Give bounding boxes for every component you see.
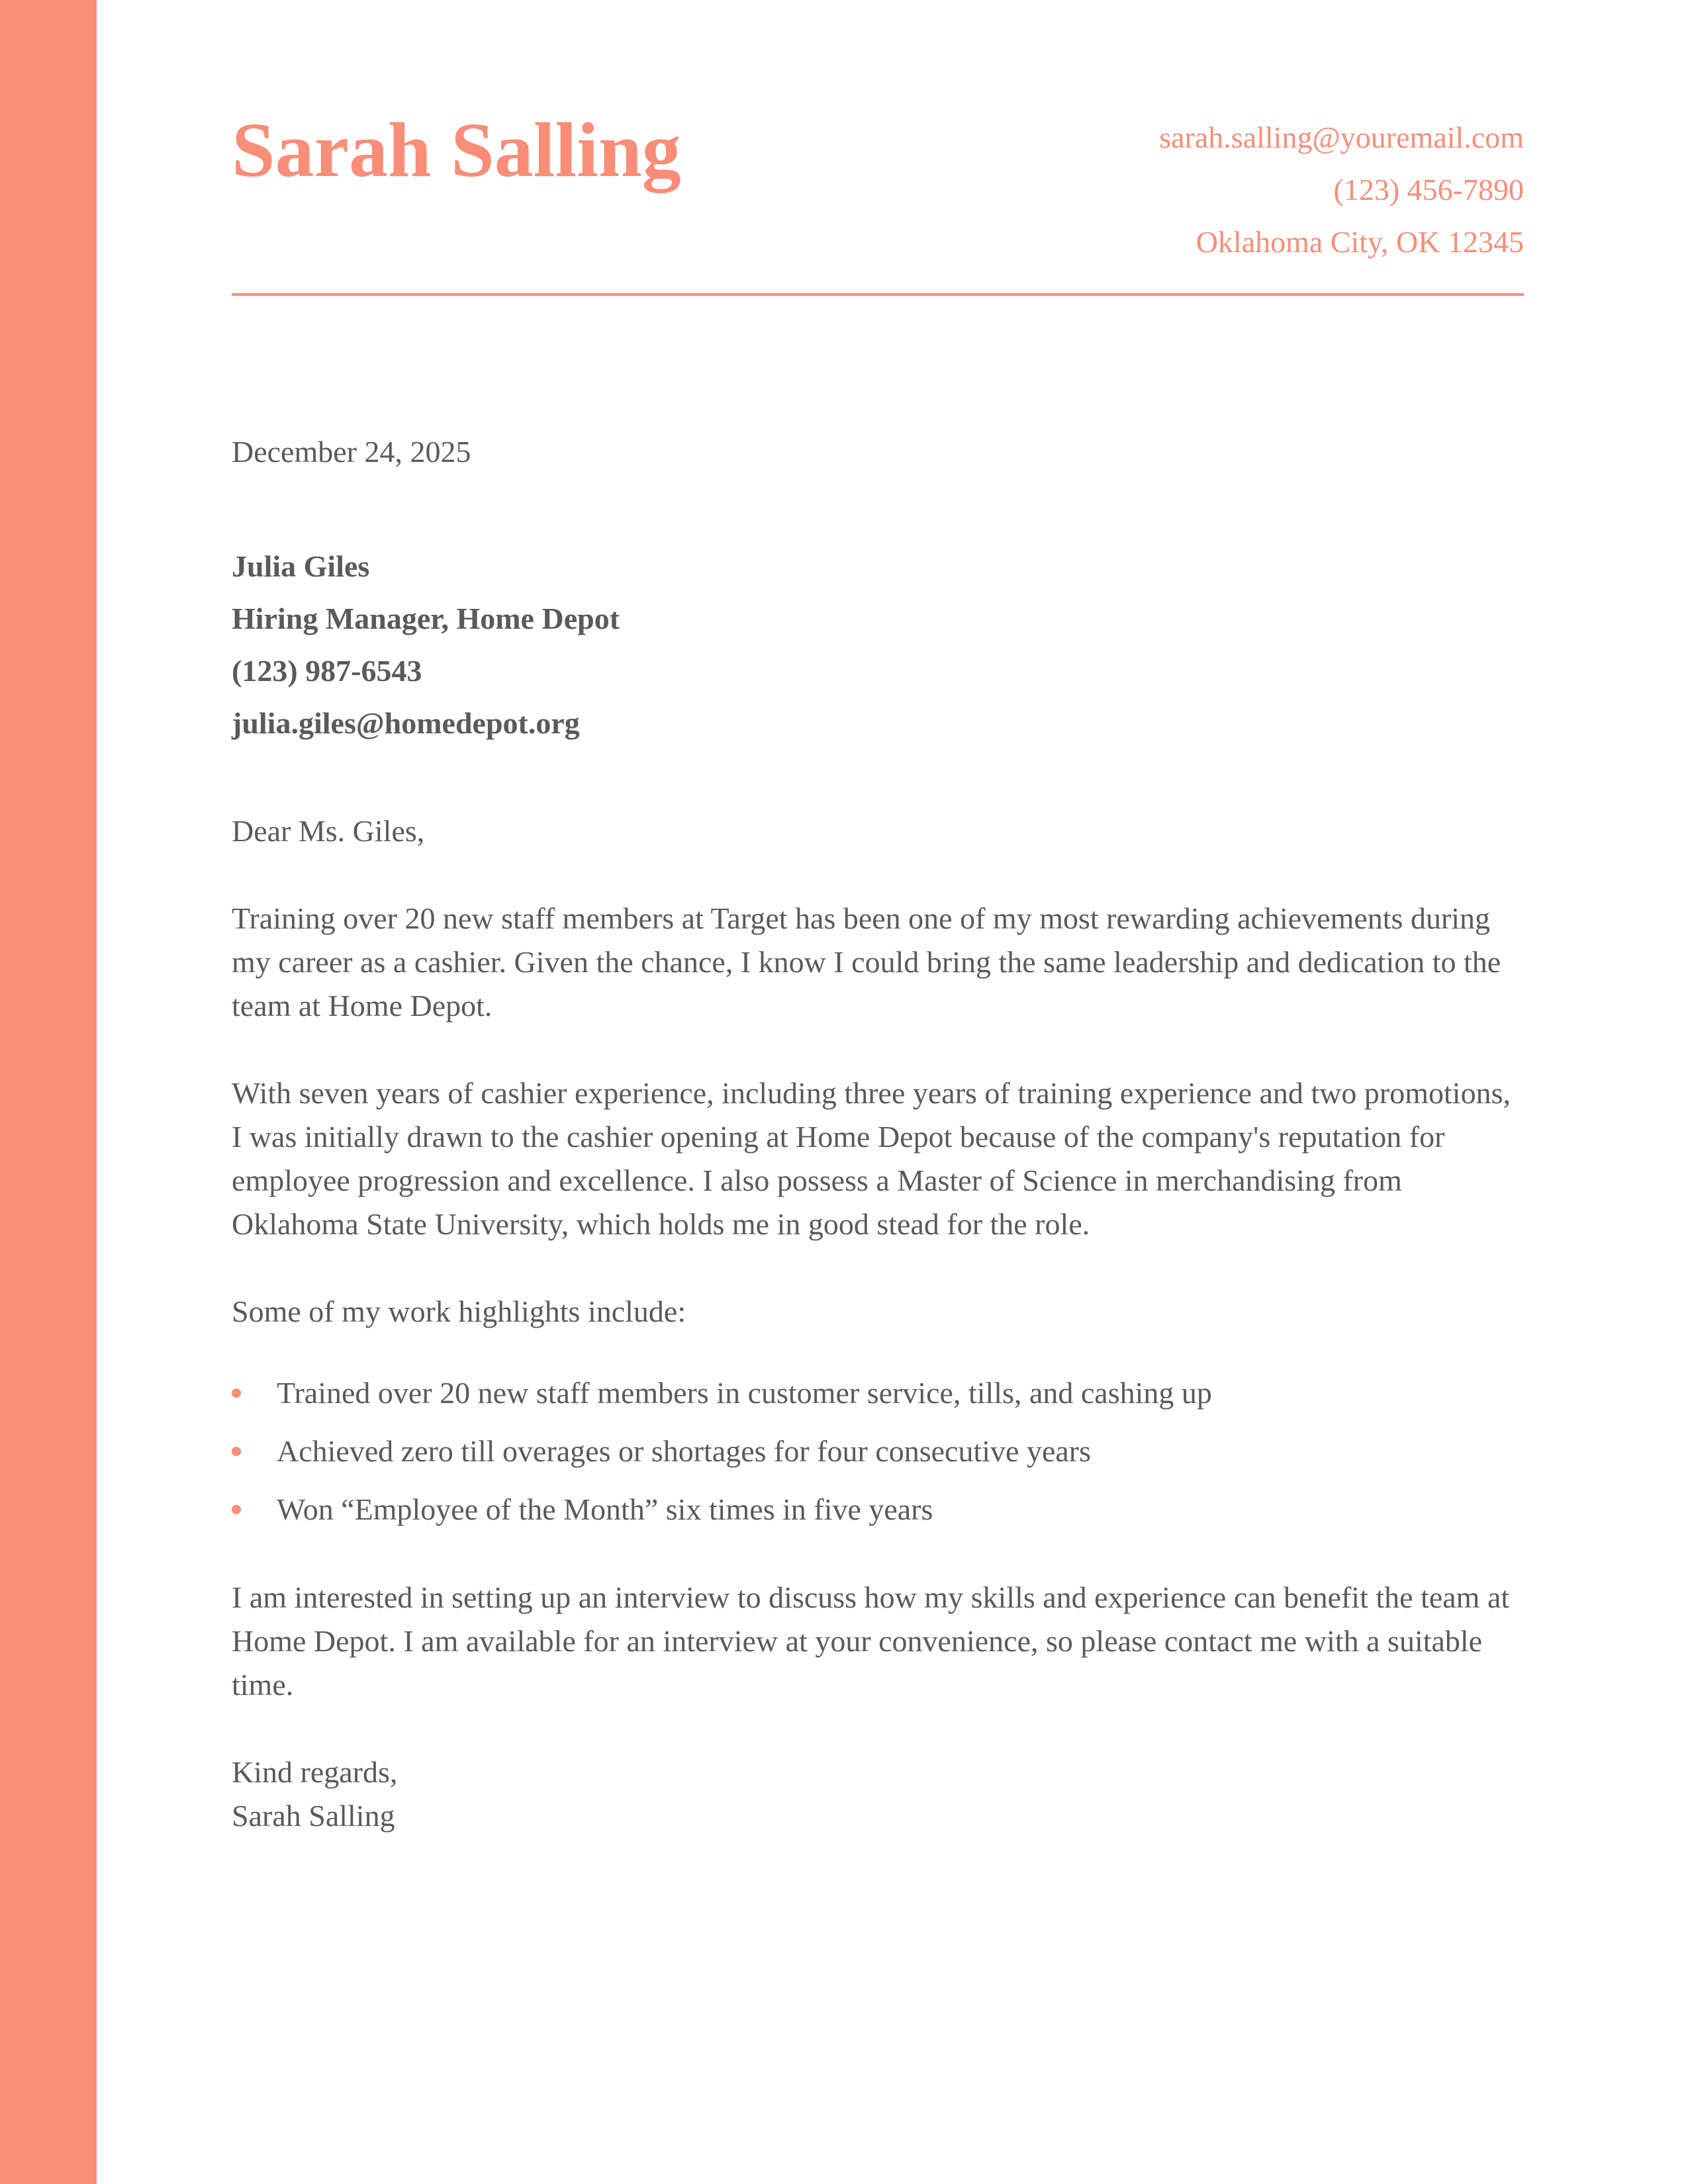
accent-sidebar xyxy=(0,0,97,2184)
bullet-icon xyxy=(232,1505,241,1514)
salutation: Dear Ms. Giles, xyxy=(232,814,425,848)
paragraph-experience: With seven years of cashier experience, including three years of training experience and two promotions, I was initially drawn to the cashier opening at Home Depot because of the company's reputation for employee progression and excellence. I also possess a Master of Science in merchandising from Oklahoma State University, which holds me in good stead for the role. xyxy=(232,1076,1511,1241)
header-divider xyxy=(232,293,1524,296)
recipient-block xyxy=(232,540,1524,749)
letter-body xyxy=(232,430,1524,1838)
bullet-icon xyxy=(232,1447,241,1456)
recipient-email: julia.giles@homedepot.org xyxy=(232,706,580,740)
highlight-text: Won “Employee of the Month” six times in five years xyxy=(277,1492,933,1526)
sender-email: sarah.salling@youremail.com xyxy=(1159,120,1524,154)
paragraph-intro: Training over 20 new staff members at Target has been one of my most rewarding achievements during my career as a cashier. Given the chance, I know I could bring the same leadership and dedication to the team at Home Depot. xyxy=(232,901,1501,1023)
paragraph-highlights-intro: Some of my work highlights include: xyxy=(232,1295,686,1328)
bullet-icon xyxy=(232,1388,241,1398)
signoff: Kind regards, xyxy=(232,1755,398,1789)
recipient-title: Hiring Manager, Home Depot xyxy=(232,602,620,635)
letter-date: December 24, 2025 xyxy=(232,435,471,469)
sender-phone: (123) 456-7890 xyxy=(1333,173,1524,206)
paragraph-closing: I am interested in setting up an interview to discuss how my skills and experience can benefit the team at Home Depot. I am available for an interview at your convenience, so please contact me with a suitable time. xyxy=(232,1580,1510,1702)
list-item xyxy=(232,1422,1524,1480)
list-item xyxy=(232,1480,1524,1539)
highlights-list xyxy=(232,1364,1524,1539)
recipient-phone: (123) 987-6543 xyxy=(232,654,422,688)
sender-name: Sarah Salling xyxy=(232,107,681,193)
highlight-text: Achieved zero till overages or shortages for four consecutive years xyxy=(277,1434,1092,1468)
highlight-text: Trained over 20 new staff members in customer service, tills, and cashing up xyxy=(277,1376,1212,1410)
letter-header xyxy=(232,99,1524,271)
list-item xyxy=(232,1364,1524,1422)
signature: Sarah Salling xyxy=(232,1799,395,1833)
sender-contact xyxy=(1159,111,1524,268)
sender-location: Oklahoma City, OK 12345 xyxy=(1196,225,1524,259)
recipient-name: Julia Giles xyxy=(232,549,370,583)
closing-block xyxy=(232,1751,1524,1838)
